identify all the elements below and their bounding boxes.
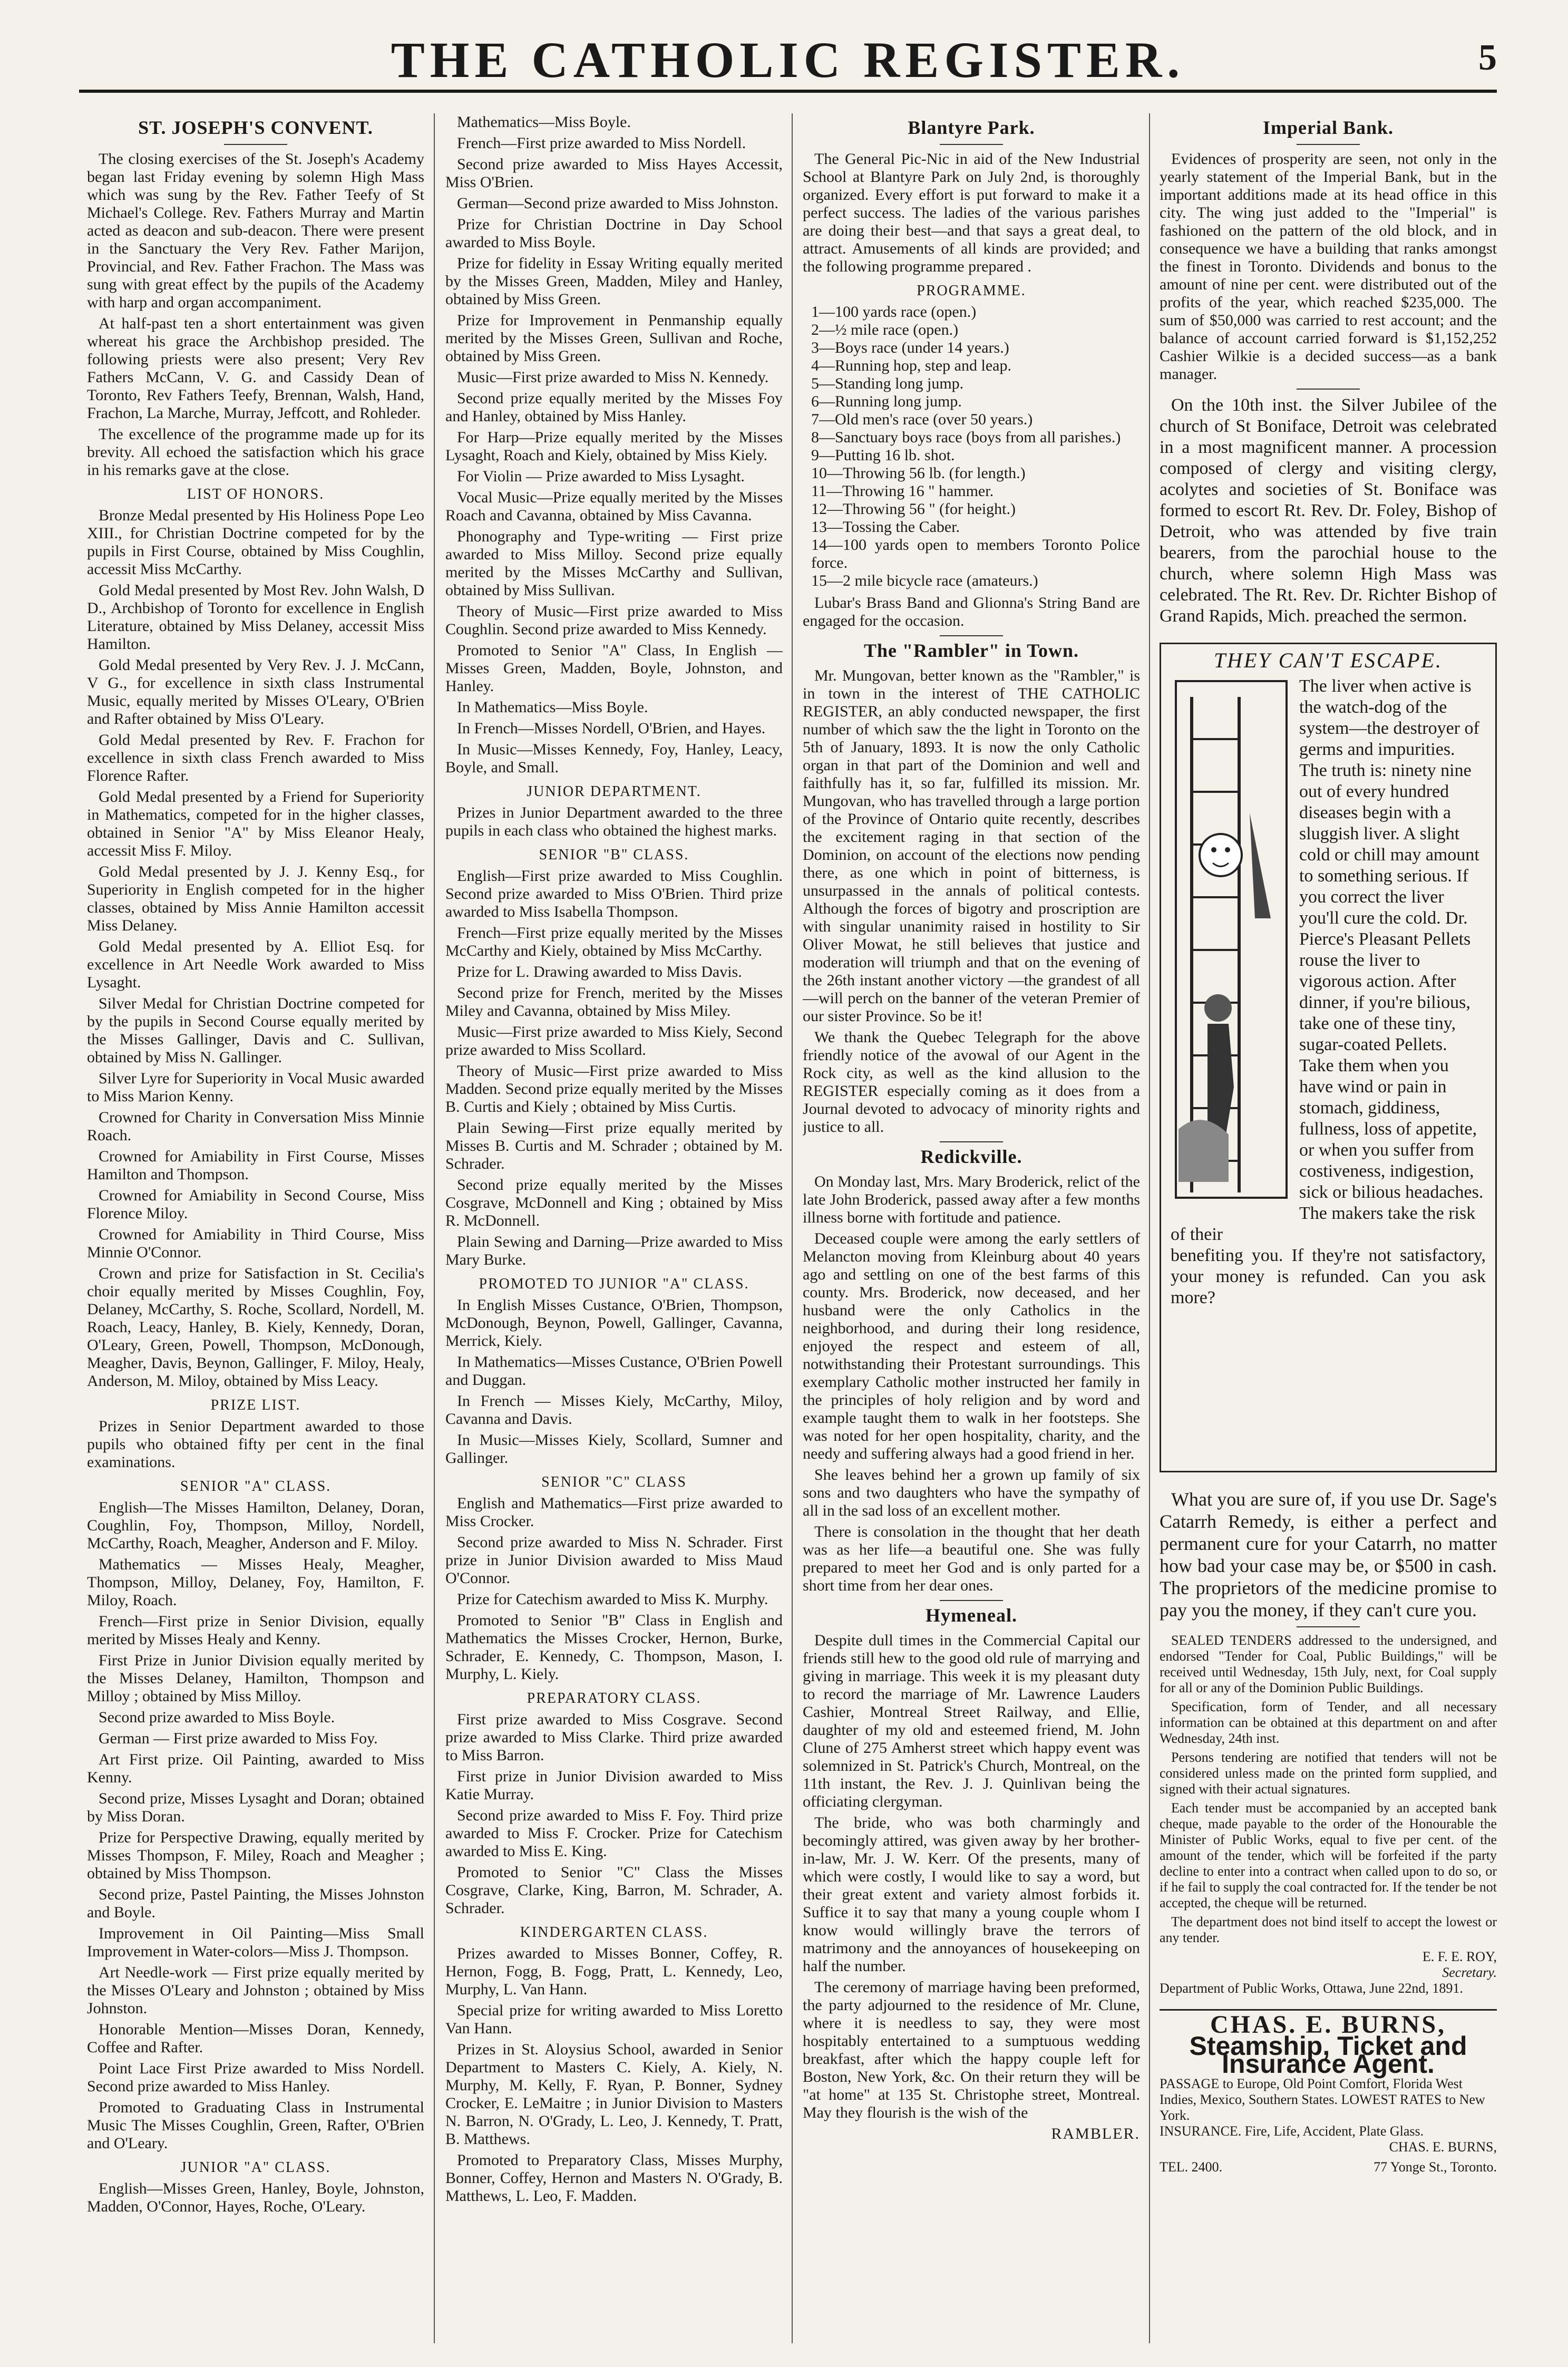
paragraph: Second prize equally merited by the Misses Foy and Hanley, obtained by Miss Hanley. bbox=[445, 390, 783, 425]
paragraph: Mathematics — Misses Healy, Meagher, Thompson, Milloy, Delaney, Foy, Hamilton, F. Miloy, Roach. bbox=[87, 1556, 424, 1609]
ad-telephone: TEL. 2400. bbox=[1160, 2159, 1223, 2175]
paragraph: Gold Medal presented by J. J. Kenny Esq., for Superiority in English competed for in the higher classes, obtained by Miss Annie Hamilton accessit Miss Delaney. bbox=[87, 863, 424, 934]
paragraph: Gold Medal presented by A. Elliot Esq. for excellence in Art Needle Work awarded to Miss Lysaght. bbox=[87, 938, 424, 991]
list-item: 11—Throwing 16 " hammer. bbox=[811, 482, 994, 500]
paragraph: The ceremony of marriage having been preformed, the party adjourned to the residence of Mr. Clune, where it is needless to say, they were most hospitably entertained to a sumptuous wedding breakfast, after which the happy couple left for Boston, New York, &c. On their return they will be "at home" at 135 St. Christophe street, Montreal. May they flourish is the wish of the bbox=[803, 1978, 1140, 2121]
list-item: 6—Running long jump. bbox=[811, 393, 962, 410]
tender-signer: E. F. E. ROY, bbox=[1422, 1949, 1497, 1964]
tender-signer-title: Secretary. bbox=[1442, 1965, 1497, 1980]
paragraph: Prize for Perspective Drawing, equally merited by Misses Thompson, F. Miley, Roach and Meagher ; obtained by Miss Thompson. bbox=[87, 1829, 424, 1882]
paragraph: Phonography and Type-writing — First prize awarded to Miss Milloy. Second prize equally merited by the Misses McCarthy and Sullivan, obtained by Miss Sullivan. bbox=[445, 528, 783, 599]
paragraph: The closing exercises of the St. Joseph's Academy began last Friday evening by solemn High Mass which was sung by the Rev. Father Teefy of St Michael's College. Rev. Fathers Murray and Martin acted as deacon and sub-deacon. There were present in the Sanctuary the Very Rev. Father Marijon, Provincial, and Rev. Father Frachon. The Mass was sung with great effect by the pupils of the Academy with harp and organ accompaniment. bbox=[87, 150, 424, 311]
section-heading: JUNIOR DEPARTMENT. bbox=[527, 783, 702, 800]
ad-tail: benefiting you. If they're not satisfactory, your money is refunded. Can you ask more? bbox=[1171, 1246, 1486, 1307]
paragraph: Theory of Music—First prize awarded to Miss Madden. Second prize equally merited by the Misses B. Curtis and Kiely ; obtained by Miss Curtis. bbox=[445, 1062, 783, 1115]
paragraph: Promoted to Senior "A" Class, In English —Misses Green, Madden, Boyle, Johnston, and Hanley. bbox=[445, 642, 783, 695]
paragraph: English and Mathematics—First prize awarded to Miss Crocker. bbox=[445, 1495, 783, 1530]
paragraph: Deceased couple were among the early settlers of Melancton moving from Kleinburg about 40 years ago and settling on one of the best farms of this county. Mrs. Broderick, now deceased, and her husband were the only Catholics in the neighborhood, and during their long residence, enjoyed the respect and esteem of all, notwithstanding their Protestant surroundings. This exemplary Catholic mother instructed her family in the principles of holy religion and by word and example taught them to walk in her footsteps. She was noted for her open hospitality, charity, and the needy and suffering always had a good friend in her. bbox=[803, 1230, 1140, 1462]
paragraph: On the 10th inst. the Silver Jubilee of the church of St Boniface, Detroit was celebrated in a most magnificent manner. A procession composed of clergy and visiting clergy, acolytes and societies of St. Boniface was formed to escort Rt. Rev. Dr. Foley, Bishop of Detroit, who was attended by five train bearers, from the parochial house to the church, where solemn High Mass was celebrated. The Rt. Rev. Dr. Richter Bishop of Grand Rapids, Mich. preached the sermon. bbox=[1160, 395, 1497, 626]
paragraph: Prize for fidelity in Essay Writing equally merited by the Misses Green, Madden, Miley and Hanley, obtained by Miss Green. bbox=[445, 255, 783, 308]
paragraph: Honorable Mention—Misses Doran, Kennedy, Coffee and Rafter. bbox=[87, 2021, 424, 2056]
programme-list bbox=[803, 303, 1140, 590]
paragraph: Point Lace First Prize awarded to Miss Nordell. Second prize awarded to Miss Hanley. bbox=[87, 2060, 424, 2095]
ad-passage: PASSAGE to Europe, Old Point Comfort, Florida West Indies, Mexico, Southern States. LOWEST RATES to New York. bbox=[1160, 2076, 1485, 2123]
article-heading-rambler: The "Rambler" in Town. bbox=[863, 640, 1079, 661]
paragraph: For Harp—Prize equally merited by the Misses Lysaght, Roach and Kiely, obtained by Miss Kiely. bbox=[445, 429, 783, 464]
list-item: 14—100 yards open to members Toronto Police force. bbox=[811, 536, 1140, 571]
column-divider bbox=[792, 113, 793, 2343]
divider bbox=[940, 1600, 1003, 1601]
paragraph: Second prize awarded to Miss Boyle. bbox=[99, 1709, 335, 1726]
paragraph: The excellence of the programme made up for its brevity. All echoed the satisfaction which his grace in his remarks gave at the close. bbox=[87, 425, 424, 479]
tender-department: Department of Public Works, Ottawa, June 22nd, 1891. bbox=[1160, 1981, 1463, 1996]
paragraph: Prizes in Senior Department awarded to those pupils who obtained fifty per cent in the final examinations. bbox=[87, 1418, 424, 1471]
paragraph: English—Misses Green, Hanley, Boyle, Johnston, Madden, O'Connor, Hayes, Roche, O'Leary. bbox=[87, 2180, 424, 2215]
paragraph: Prize for L. Drawing awarded to Miss Davis. bbox=[457, 963, 742, 981]
paragraph: Specification, form of Tender, and all necessary information can be obtained at this department on and after Wednesday, 24th inst. bbox=[1160, 1699, 1497, 1746]
paragraph: Silver Medal for Christian Doctrine competed for by the pupils in Second Course equally merited by the Misses Gallinger, Davis and C. Sullivan, obtained by Miss N. Gallinger. bbox=[87, 995, 424, 1066]
paragraph: Promoted to Preparatory Class, Misses Murphy, Bonner, Coffey, Hernon and Masters N. O'Grady, B. Matthews, L. Leo, F. Madden. bbox=[445, 2151, 783, 2205]
paragraph: Evidences of prosperity are seen, not only in the yearly statement of the Imperial Bank, but in the important additions made at its head office in this city. The wing just added to the "Imperial" is fashioned on the pattern of the old block, and in consequence we have a building that ranks amongst the finest in Toronto. Dividends and bonus to the amount of nine per cent. were distributed out of the profits of the year, which reached $235,000. The sum of $50,000 was carried to rest account; and the balance of account carried forward is $1,152,252 Cashier Wilkie is a decided success—as a bank manager. bbox=[1160, 150, 1497, 383]
paragraph: In Music—Misses Kennedy, Foy, Hanley, Leacy, Boyle, and Small. bbox=[445, 741, 783, 776]
section-heading: PROMOTED TO JUNIOR "A" CLASS. bbox=[479, 1276, 749, 1292]
paragraph: Second prize, Pastel Painting, the Misses Johnston and Boyle. bbox=[87, 1886, 424, 1921]
paragraph: In Mathematics—Misses Custance, O'Brien Powell and Duggan. bbox=[445, 1353, 783, 1389]
section-heading: SENIOR "A" CLASS. bbox=[180, 1478, 332, 1495]
ad-insurance: INSURANCE. Fire, Life, Accident, Plate Glass. bbox=[1160, 2123, 1424, 2139]
ad-name: CHAS. E. BURNS, bbox=[1210, 2011, 1447, 2039]
paragraph: Theory of Music—First prize awarded to Miss Coughlin. Second prize awarded to Miss Kennedy. bbox=[445, 603, 783, 638]
page-number: 5 bbox=[1478, 37, 1497, 78]
advertisement-burns bbox=[1160, 2009, 1497, 2176]
ad-headline: THEY CAN'T ESCAPE. bbox=[1213, 648, 1443, 672]
divider bbox=[1297, 1626, 1360, 1627]
paragraph: Plain Sewing and Darning—Prize awarded to Miss Mary Burke. bbox=[445, 1233, 783, 1268]
paragraph: French—First prize awarded to Miss Nordell. bbox=[457, 134, 746, 152]
paragraph: Gold Medal presented by a Friend for Superiority in Mathematics, competed for in the higher classes, obtained in Senior "A" by Miss Eleanor Healy, accessit Miss F. Miloy. bbox=[87, 788, 424, 859]
section-heading: LIST OF HONORS. bbox=[187, 486, 325, 502]
ad-agent: Steamship, Ticket and Insurance Agent. bbox=[1189, 2031, 1467, 2079]
paragraph: Prize for Christian Doctrine in Day School awarded to Miss Boyle. bbox=[445, 216, 783, 251]
section-heading: JUNIOR "A" CLASS. bbox=[180, 2159, 331, 2176]
paragraph: Second prize awarded to Miss F. Foy. Third prize awarded to Miss F. Crocker. Prize for Catechism awarded to Miss E. King. bbox=[445, 1807, 783, 1860]
list-item: 12—Throwing 56 " (for height.) bbox=[811, 500, 1016, 518]
ad-footer bbox=[1160, 2158, 1497, 2176]
paragraph: Prize for Catechism awarded to Miss K. Murphy. bbox=[457, 1590, 768, 1608]
paragraph: What you are sure of, if you use Dr. Sage's Catarrh Remedy, is either a perfect and permanent cure for your Catarrh, no matter how bad your case may be, or $500 in cash. The proprietors of the medicine promise to pay you the money, if they can't cure you. bbox=[1160, 1489, 1497, 1621]
section-heading: SENIOR "B" CLASS. bbox=[539, 847, 689, 863]
divider bbox=[1297, 144, 1360, 145]
section-heading: KINDERGARTEN CLASS. bbox=[520, 1924, 708, 1941]
paragraph: Music—First prize awarded to Miss Kiely, Second prize awarded to Miss Scollard. bbox=[445, 1023, 783, 1059]
paragraph: Lubar's Brass Band and Glionna's String Band are engaged for the occasion. bbox=[803, 594, 1140, 629]
list-item: 15—2 mile bicycle race (amateurs.) bbox=[811, 572, 1038, 589]
list-item: 5—Standing long jump. bbox=[811, 375, 964, 392]
paragraph: Gold Medal presented by Very Rev. J. J. McCann, V G., for excellence in sixth class Instrumental Music, equally merited by Misses O'Leary, O'Brien and Rafter obtained by Miss O'Leary. bbox=[87, 656, 424, 727]
paragraph: In French — Misses Kiely, McCarthy, Miloy, Cavanna and Davis. bbox=[445, 1392, 783, 1428]
paragraph: Promoted to Senior "B" Class in English and Mathematics the Misses Crocker, Hernon, Burke, Schrader, E. Kennedy, C. Thompson, Mason, I. Murphy, L. Kiely. bbox=[445, 1612, 783, 1683]
paragraph: Each tender must be accompanied by an accepted bank cheque, made payable to the order of the Honourable the Minister of Public Works, equal to five per cent. of the amount of the tender, which will be forfeited if the party decline to enter into a contract when called upon to do so, or if he fail to supply the coal contracted for. If the tender be not accepted, the cheque will be returned. bbox=[1160, 1800, 1497, 1910]
column-4 bbox=[1160, 113, 1497, 2343]
list-item: 10—Throwing 56 lb. (for length.) bbox=[811, 464, 1026, 482]
list-item: 3—Boys race (under 14 years.) bbox=[811, 339, 1009, 356]
paragraph: Silver Lyre for Superiority in Vocal Music awarded to Miss Marion Kenny. bbox=[87, 1070, 424, 1105]
list-item: 2—½ mile race (open.) bbox=[811, 321, 959, 338]
paragraph: For Violin — Prize awarded to Miss Lysaght. bbox=[457, 468, 745, 485]
paragraph: First Prize in Junior Division equally merited by the Misses Delaney, Hamilton, Thompson and Milloy ; obtained by Miss Milloy. bbox=[87, 1652, 424, 1705]
divider bbox=[940, 635, 1003, 636]
section-heading: PREPARATORY CLASS. bbox=[527, 1690, 702, 1706]
paragraph: Prize for Improvement in Penmanship equally merited by the Misses Green, Sullivan and Roche, obtained by Miss Green. bbox=[445, 312, 783, 365]
paragraph: Art Needle-work — First prize equally merited by the Misses O'Leary and Johnston ; obtained by Miss Johnston. bbox=[87, 1964, 424, 2017]
paragraph: We thank the Quebec Telegraph for the above friendly notice of the avowal of our Agent in the Rock city, as well as the kind allusion to the REGISTER especially coming as it does from a Journal devoted to advocacy of minority rights and justice to all. bbox=[803, 1029, 1140, 1136]
paragraph: Prizes in Junior Department awarded to the three pupils in each class who obtained the highest marks. bbox=[445, 804, 783, 839]
paragraph: Plain Sewing—First prize equally merited by Misses B. Curtis and M. Schrader ; obtained by M. Schrader. bbox=[445, 1119, 783, 1172]
paragraph: In French—Misses Nordell, O'Brien, and Hayes. bbox=[457, 720, 766, 737]
paragraph: English—First prize awarded to Miss Coughlin. Second prize awarded to Miss O'Brien. Third prize awarded to Miss Isabella Thompson. bbox=[445, 867, 783, 920]
list-item: 4—Running hop, step and leap. bbox=[811, 357, 1011, 374]
paragraph: English—The Misses Hamilton, Delaney, Doran, Coughlin, Foy, Thompson, Milloy, Nordell, McCarthy, Roach, Meagher, Anderson and F. Miloy. bbox=[87, 1499, 424, 1552]
column-divider bbox=[434, 113, 435, 2343]
paragraph: First prize in Junior Division awarded to Miss Katie Murray. bbox=[445, 1768, 783, 1803]
paragraph: Crowned for Amiability in Second Course, Miss Florence Miloy. bbox=[87, 1187, 424, 1222]
paragraph: Prizes awarded to Misses Bonner, Coffey, R. Hernon, Fogg, B. Fogg, Pratt, L. Kennedy, Leo, Murphy, L. Van Hann. bbox=[445, 1945, 783, 1998]
paragraph: Second prize awarded to Miss Hayes Accessit, Miss O'Brien. bbox=[445, 156, 783, 191]
paragraph: Improvement in Oil Painting—Miss Small Improvement in Water-colors—Miss J. Thompson. bbox=[87, 1925, 424, 1960]
man-on-ladder-illustration bbox=[1171, 676, 1292, 1203]
paragraph: At half-past ten a short entertainment was given whereat his grace the Archbishop presided. The following priests were also present; Very Rev Fathers McCann, V. G. and Cassidy Dean of Toronto, Rev Fathers Teefy, Brennan, Walsh, Hand, Frachon, La Marche, Murray, Jeffcott, and Rohleder. bbox=[87, 315, 424, 422]
column-divider bbox=[1149, 113, 1150, 2343]
paragraph: Second prize awarded to Miss N. Schrader. First prize in Junior Division awarded to Miss Maud O'Connor. bbox=[445, 1534, 783, 1587]
paragraph: Special prize for writing awarded to Miss Loretto Van Hann. bbox=[445, 2002, 783, 2037]
advertisement-pierce-pellets bbox=[1160, 643, 1497, 1472]
list-item: 13—Tossing the Caber. bbox=[811, 518, 960, 536]
section-heading: PRIZE LIST. bbox=[210, 1397, 301, 1413]
list-item: 9—Putting 16 lb. shot. bbox=[811, 447, 955, 464]
paragraph: Art First prize. Oil Painting, awarded to Miss Kenny. bbox=[87, 1751, 424, 1786]
section-heading: PROGRAMME. bbox=[917, 283, 1026, 299]
list-item: 7—Old men's race (over 50 years.) bbox=[811, 411, 1033, 428]
paragraph: Despite dull times in the Commercial Capital our friends still hew to the good old rule of marrying and giving in marriage. This week it is my pleasant duty to record the marriage of Mr. Lawrence Lauders Cashier, Montreal Street Railway, and Ellie, daughter of my old and esteemed friend, M. John Clune of 275 Amherst street which happy event was solemnized in St. Patrick's Church, Montreal, on the 11th instant, the Rev. J. J. Quinlivan being the officiating clergyman. bbox=[803, 1632, 1140, 1810]
paragraph: Mr. Mungovan, better known as the "Rambler," is in town in the interest of THE CATHOLIC REGISTER, an ably conducted newspaper, the first number of which saw the the light in Toronto on the 5th of January, 1893. It is now the only Catholic organ in that part of the Dominion and well and faithfully has it, so far, fulfilled its mission. Mr. Mungovan, who has travelled through a large portion of the Province of Ontario quite recently, describes the excitement raging in that section of the Dominion, on account of the elections now pending there, as one which in point of bitterness, is unsurpassed in the annals of political contests. Although the forces of bigotry and proscription are with singular unanimity raised in hostility to Sir Oliver Mowat, he still believes that justice and moderation will triumph and that on the evening of the 26th instant another victory —the grandest of all—will perch on the banner of the veteran Premier of our sister Province. So be it! bbox=[803, 667, 1140, 1025]
paragraph: Crowned for Charity in Conversation Miss Minnie Roach. bbox=[87, 1109, 424, 1144]
paragraph: There is consolation in the thought that her death was as her life—a beautiful one. She was fully prepared to meet her God and is only parted for a short time from her dear ones. bbox=[803, 1523, 1140, 1594]
masthead bbox=[79, 21, 1497, 93]
signature: RAMBLER. bbox=[1051, 2125, 1140, 2142]
paragraph: SEALED TENDERS addressed to the undersigned, and endorsed "Tender for Coal, Public Buildings," will be received until Wednesday, 15th July, next, for Coal supply for all or any of the Dominion Public Buildings. bbox=[1160, 1633, 1497, 1695]
article-heading-blantyre: Blantyre Park. bbox=[908, 117, 1035, 138]
paragraph: Bronze Medal presented by His Holiness Pope Leo XIII., for Christian Doctrine competed for by the pupils in First Course, obtained by Miss Coughlin, accessit Miss McCarthy. bbox=[87, 507, 424, 578]
tender-notice bbox=[1160, 1633, 1497, 1996]
paragraph: The department does not bind itself to accept the lowest or any tender. bbox=[1160, 1914, 1497, 1945]
ad-address: 77 Yonge St., Toronto. bbox=[1374, 2159, 1497, 2175]
paragraph: French—First prize in Senior Division, equally merited by Misses Healy and Kenny. bbox=[87, 1613, 424, 1648]
list-item: 1—100 yards race (open.) bbox=[811, 303, 977, 321]
paragraph: Second prize equally merited by the Misses Cosgrave, McDonnell and King ; obtained by Miss R. McDonnell. bbox=[445, 1176, 783, 1229]
paragraph: Gold Medal presented by Rev. F. Frachon for excellence in sixth class French awarded to Miss Florence Rafter. bbox=[87, 731, 424, 784]
paragraph: Vocal Music—Prize equally merited by the Misses Roach and Cavanna, obtained by Miss Cavanna. bbox=[445, 489, 783, 524]
paragraph: The bride, who was both charmingly and becomingly attired, was given away by her brother-in-law, Mr. J. W. Kerr. Of the presents, many of which were costly, I would like to say a word, but their great extent and variety almost forbids it. Suffice it to say that many a young couple whom I know would willingly brave the terrors of matrimony and the annoyances of housekeeping on half the number. bbox=[803, 1814, 1140, 1975]
paragraph: In Mathematics—Miss Boyle. bbox=[457, 699, 648, 716]
divider bbox=[940, 1141, 1003, 1142]
column-1 bbox=[87, 113, 424, 2343]
paragraph: Music—First prize awarded to Miss N. Kennedy. bbox=[457, 368, 769, 386]
paragraph: Crowned for Amiability in First Course, Misses Hamilton and Thompson. bbox=[87, 1148, 424, 1183]
section-heading: SENIOR "C" CLASS bbox=[541, 1474, 687, 1490]
paragraph: French—First prize equally merited by the Misses McCarthy and Kiely, obtained by Miss McCarthy. bbox=[445, 924, 783, 959]
divider bbox=[1297, 389, 1360, 390]
paragraph: On Monday last, Mrs. Mary Broderick, relict of the late John Broderick, passed away after a few months illness borne with fortitude and patience. bbox=[803, 1173, 1140, 1226]
paragraph: She leaves behind her a grown up family of six sons and two daughters who have the sympathy of all in the sad loss of an excellent mother. bbox=[803, 1466, 1140, 1519]
divider bbox=[940, 144, 1003, 145]
paragraph: First prize awarded to Miss Cosgrave. Second prize awarded to Miss Clarke. Third prize awarded to Miss Barron. bbox=[445, 1711, 783, 1764]
paragraph: Second prize, Misses Lysaght and Doran; obtained by Miss Doran. bbox=[87, 1790, 424, 1825]
paragraph: Second prize for French, merited by the Misses Miley and Cavanna, obtained by Miss Miley. bbox=[445, 984, 783, 1020]
paragraph: Promoted to Graduating Class in Instrumental Music The Misses Coughlin, Green, Rafter, O'Brien and O'Leary. bbox=[87, 2099, 424, 2152]
ad-body: The liver when active is the watch-dog of the system—the destroyer of germs and impurities. The truth is: ninety nine out of every hundred diseases begin with a sluggish liver. A slight cold or chill may amount to something serious. If you correct the liver you'll cure the cold. Dr. Pierce's Pleasant Pellets rouse the liver to vigorous action. After dinner, if you're bilious, take one of these tiny, sugar-coated Pellets. Take them when you have wind or pain in stomach, giddiness, fullness, loss of appetite, or when you suffer from costiveness, indigestion, sick or bilious headaches. The makers take the risk of their bbox=[1171, 676, 1484, 1244]
paragraph: Crowned for Amiability in Third Course, Miss Minnie O'Connor. bbox=[87, 1226, 424, 1261]
divider bbox=[224, 144, 287, 145]
paragraph: Crown and prize for Satisfaction in St. Cecilia's choir equally merited by Misses Coughlin, Foy, Delaney, McCarthy, S. Roche, Scollard, Nordell, M. Roach, Leacy, Hanley, B. Kiely, Kennedy, Doran, O'Leary, Green, Powell, Thompson, McDonough, Meagher, Davis, Beynon, Gallinger, F. Miloy, Healy, Anderson, M. Miloy, obtained by Miss Leacy. bbox=[87, 1265, 424, 1390]
paragraph: Prizes in St. Aloysius School, awarded in Senior Department to Masters C. Kiely, A. Kiely, N. Murphy, M. Kelly, F. Ryan, P. Bonner, Sydney Crocker, E. LeMaitre ; in Junior Division to Masters N. Barron, N. O'Grady, L. Leo, J. Kennedy, T. Pratt, B. Matthews. bbox=[445, 2041, 783, 2148]
newspaper-title: THE CATHOLIC REGISTER. bbox=[391, 32, 1185, 88]
paragraph: In Music—Misses Kiely, Scollard, Sumner and Gallinger. bbox=[445, 1431, 783, 1467]
column-2 bbox=[445, 113, 783, 2343]
paragraph: Gold Medal presented by Most Rev. John Walsh, D D., Archbishop of Toronto for excellence in English Literature, obtained by Miss Delaney, accessit Miss Hamilton. bbox=[87, 581, 424, 653]
paragraph: Persons tendering are notified that tenders will not be considered unless made on the printed form supplied, and signed with their actual signatures. bbox=[1160, 1750, 1497, 1797]
paragraph: German — First prize awarded to Miss Foy. bbox=[99, 1730, 378, 1747]
article-heading-st-josephs: ST. JOSEPH'S CONVENT. bbox=[138, 117, 373, 138]
ad-name-2: CHAS. E. BURNS, bbox=[1389, 2139, 1497, 2155]
paragraph: Promoted to Senior "C" Class the Misses Cosgrave, Clarke, King, Barron, M. Schrader, A. Schrader. bbox=[445, 1864, 783, 1917]
article-heading-redickville: Redickville. bbox=[920, 1146, 1022, 1167]
paragraph: The General Pic-Nic in aid of the New Industrial School at Blantyre Park on July 2nd, is thoroughly organized. Every effort is put forward to make it a perfect success. The ladies of the various parishes are doing their best—and that says a great deal, to attract. Amusements of all kinds are provided; and the following programme prepared . bbox=[803, 150, 1140, 275]
list-item: 8—Sanctuary boys race (boys from all parishes.) bbox=[811, 429, 1121, 446]
article-heading-hymeneal: Hymeneal. bbox=[926, 1605, 1017, 1626]
paragraph: In English Misses Custance, O'Brien, Thompson, McDonough, Beynon, Powell, Gallinger, Cavanna, Merrick, Kiely. bbox=[445, 1296, 783, 1350]
article-heading-imperial-bank: Imperial Bank. bbox=[1262, 117, 1394, 138]
column-3 bbox=[803, 113, 1140, 2343]
paragraph: Mathematics—Miss Boyle. bbox=[457, 113, 631, 131]
paragraph: German—Second prize awarded to Miss Johnston. bbox=[457, 195, 778, 212]
